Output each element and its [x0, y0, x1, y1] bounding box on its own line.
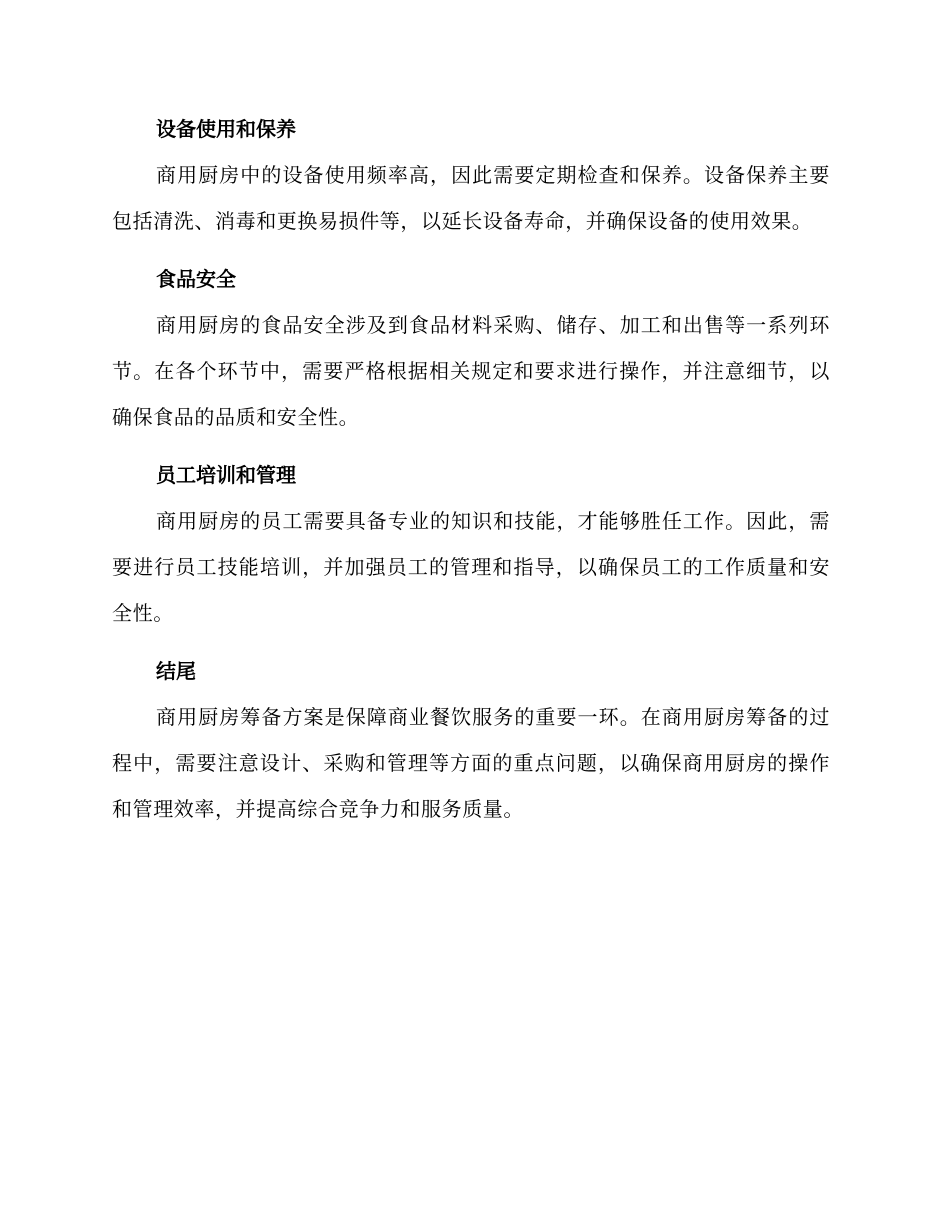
document-page	[112, 106, 830, 844]
section-heading: 食品安全	[156, 267, 236, 291]
section-paragraph: 商用厨房中的设备使用频率高，因此需要定期检查和保养。设备保养主要包括清洗、消毒和更换易损件等，以延长设备寿命，并确保设备的使用效果。	[112, 163, 830, 233]
section-heading: 设备使用和保养	[156, 117, 296, 141]
section-conclusion	[112, 648, 830, 832]
section-heading: 结尾	[156, 659, 196, 683]
section-paragraph: 商用厨房的员工需要具备专业的知识和技能，才能够胜任工作。因此，需要进行员工技能培训，并加强员工的管理和指导，以确保员工的工作质量和安全性。	[112, 509, 830, 625]
section-staff-training	[112, 452, 830, 636]
section-paragraph: 商用厨房筹备方案是保障商业餐饮服务的重要一环。在商用厨房筹备的过程中，需要注意设计、采购和管理等方面的重点问题，以确保商用厨房的操作和管理效率，并提高综合竞争力和服务质量。	[112, 705, 830, 821]
section-heading: 员工培训和管理	[156, 463, 296, 487]
section-equipment	[112, 106, 830, 244]
section-food-safety	[112, 256, 830, 440]
section-paragraph: 商用厨房的食品安全涉及到食品材料采购、储存、加工和出售等一系列环节。在各个环节中，需要严格根据相关规定和要求进行操作，并注意细节，以确保食品的品质和安全性。	[112, 313, 830, 429]
